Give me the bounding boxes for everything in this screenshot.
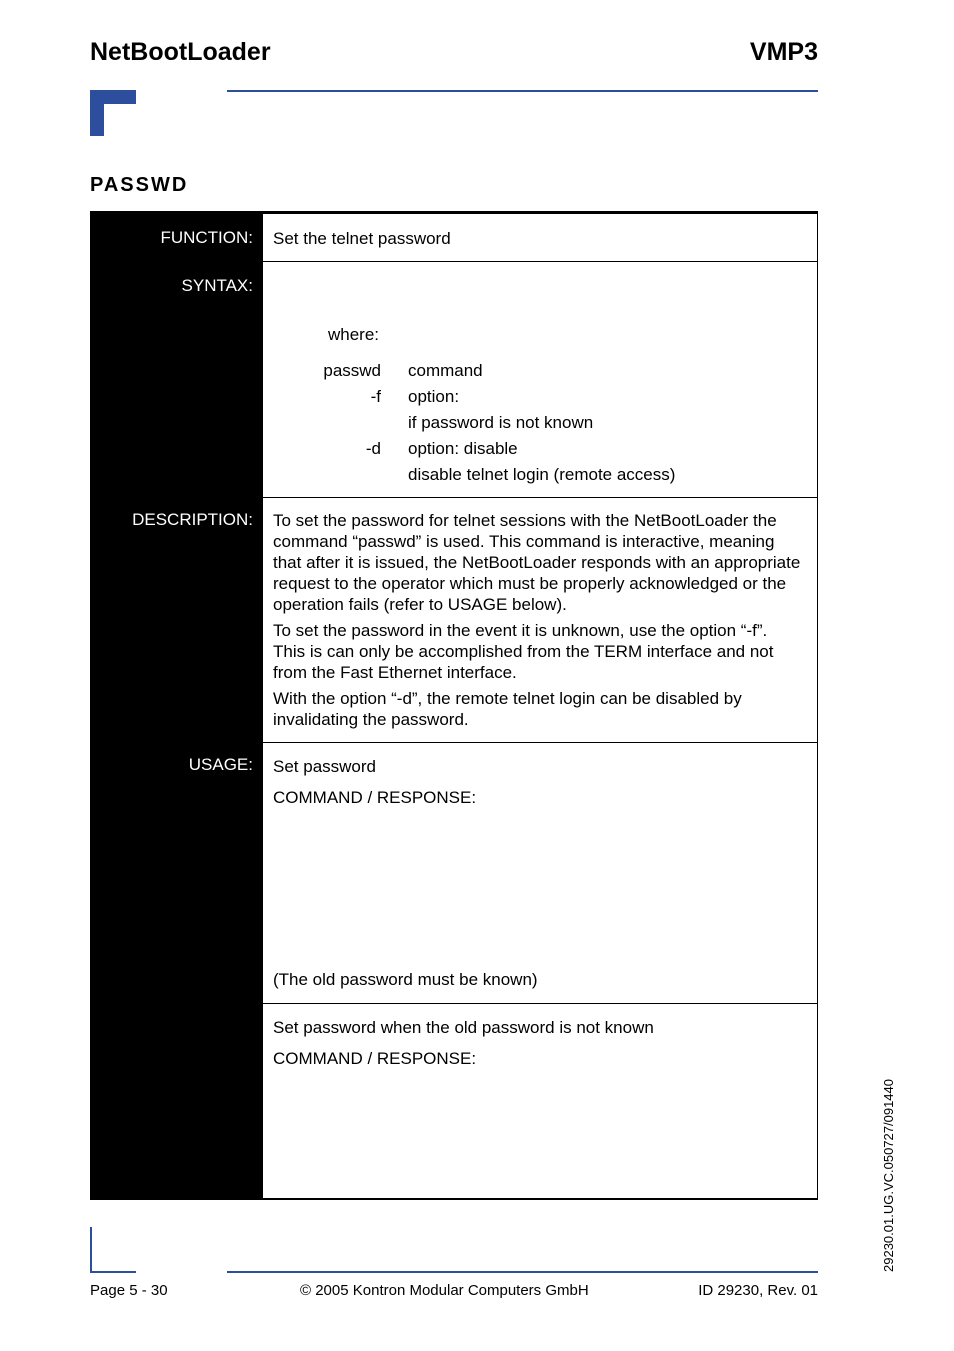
syntax-params: [263, 360, 803, 490]
function-text: Set the telnet password: [273, 229, 451, 248]
function-row: [263, 214, 817, 262]
label-usage: USAGE:: [188, 755, 253, 774]
syntax-param-row: [263, 438, 803, 464]
usage-cmd-label: COMMAND / RESPONSE:: [273, 788, 477, 807]
corner-mark-top: [90, 90, 136, 136]
description-paragraph: To set the password in the event it is unknown, use the option “-f”. This is can only be accomplished from the TERM interface and not from the Fast Ethernet interface.: [273, 621, 774, 682]
syntax-param-key: -d: [365, 439, 381, 458]
command-table: [90, 211, 818, 1200]
syntax-param-desc: option: disable: [408, 439, 518, 458]
usage-title: Set password: [273, 757, 376, 776]
label-syntax: SYNTAX:: [181, 276, 253, 295]
header-rule: [227, 90, 818, 92]
syntax-param-desc: command: [408, 361, 483, 380]
content-column: [263, 214, 818, 1198]
footer-page-number: Page 5 - 30: [90, 1282, 168, 1299]
syntax-row: [263, 262, 817, 498]
usage2-row: [263, 1004, 817, 1198]
label-description: DESCRIPTION:: [132, 510, 253, 529]
syntax-param-desc: if password is not known: [408, 413, 594, 432]
syntax-param-row: [263, 412, 803, 438]
description-paragraph: With the option “-d”, the remote telnet login can be disabled by invalidating the password.: [273, 689, 742, 729]
syntax-where: where:: [328, 325, 380, 344]
usage-row: [263, 743, 817, 1004]
syntax-param-key: -f: [370, 387, 381, 406]
usage2-title: Set password when the old password is not known: [273, 1018, 654, 1037]
corner-mark-bottom: [90, 1227, 136, 1273]
description-paragraph: To set the password for telnet sessions with the NetBootLoader the command “passwd” is used. This command is interactive, meaning that after it is issued, the NetBootLoader responds with an appropriate request to the operator which must be properly acknowledged or the operation fails (refer to USAGE below).: [273, 511, 801, 614]
label-column: [90, 214, 263, 1198]
footer-copyright: © 2005 Kontron Modular Computers GmbH: [300, 1282, 589, 1299]
footer-rule: [227, 1271, 818, 1273]
syntax-param-row: [263, 360, 803, 386]
description-text: [273, 510, 803, 735]
syntax-param-row: [263, 386, 803, 412]
description-row: [263, 498, 817, 743]
header-title-left: NetBootLoader: [90, 38, 271, 66]
section-title: PASSWD: [90, 174, 189, 196]
syntax-param-desc: disable telnet login (remote access): [408, 465, 676, 484]
label-function: FUNCTION:: [160, 228, 253, 247]
syntax-param-key: passwd: [323, 361, 381, 380]
syntax-param-desc: option:: [408, 387, 460, 406]
usage-note: (The old password must be known): [273, 970, 538, 989]
syntax-param-row: [263, 464, 803, 490]
document-code: 29230.01.UG.VC.050727/091440: [881, 1079, 896, 1272]
header-title-right: VMP3: [749, 38, 818, 66]
usage2-cmd-label: COMMAND / RESPONSE:: [273, 1049, 477, 1068]
footer-doc-id: ID 29230, Rev. 01: [698, 1282, 818, 1299]
